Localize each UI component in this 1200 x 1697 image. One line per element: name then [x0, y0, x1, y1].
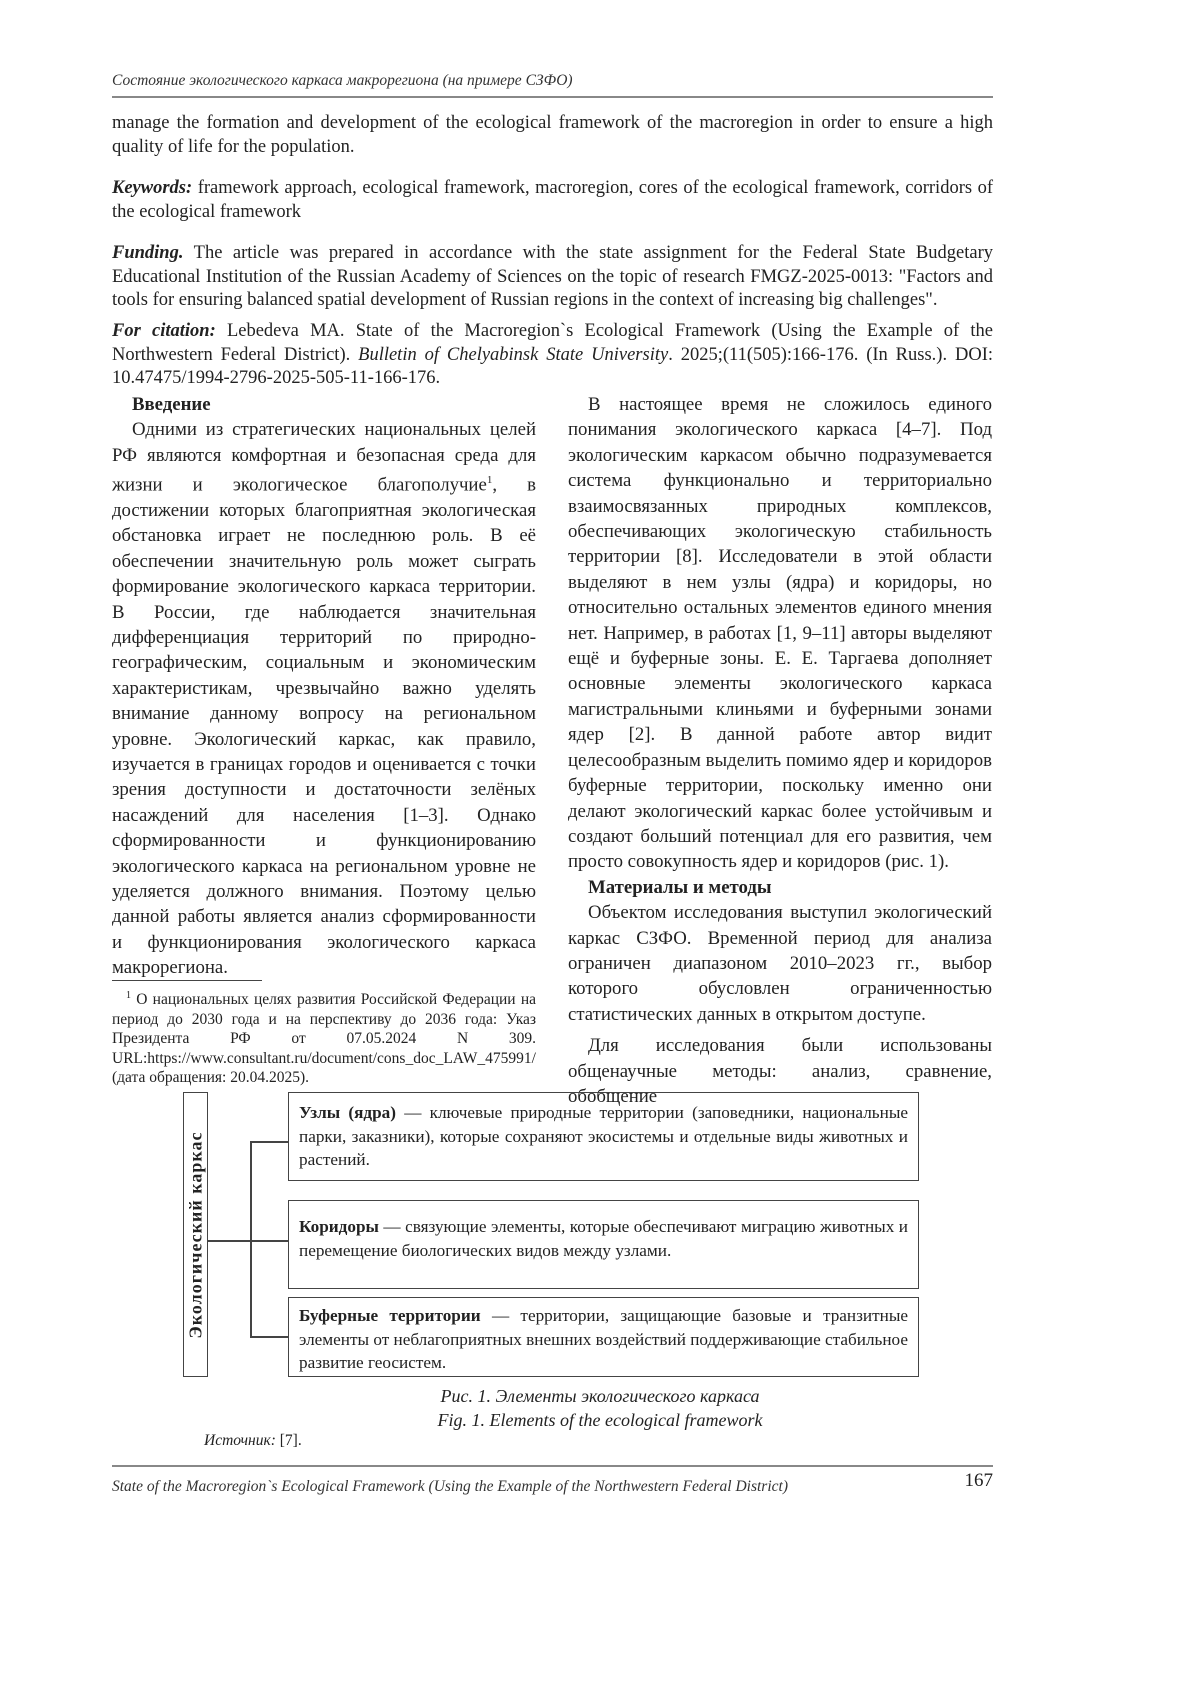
diagram-root-box: [183, 1092, 208, 1377]
connector: [250, 1336, 289, 1338]
page-number: 167: [964, 1470, 993, 1491]
running-header: Состояние экологического каркаса макрорегиона (на примере СЗФО): [112, 72, 573, 89]
definition: — связующие элементы, которые обеспечивают миграцию животных и перемещение биологических видов между узлами.: [299, 1217, 908, 1260]
definition: — территории, защищающие базовые и транзитные элементы от неблагоприятных внешних воздействий поддерживающие стабильное развитие геосистем.: [299, 1306, 909, 1372]
figure-caption-ru: Рис. 1. Элементы экологического каркаса: [440, 1386, 760, 1406]
footer-rule: [112, 1465, 993, 1467]
keywords-label: Keywords:: [112, 178, 193, 198]
abstract-tail: manage the formation and development of the ecological framework of the macroregion in order to ensure a high quality of life for the population.: [112, 113, 993, 157]
intro-text: Одними из стратегических национальных целей РФ являются комфортная и безопасная среда для жизни и экологическое благополучие: [112, 419, 536, 496]
connector: [207, 1240, 251, 1242]
right-column: [568, 392, 992, 1109]
section-heading-methods: Материалы и методы: [588, 876, 772, 898]
keywords-text: framework approach, ecological framework, macroregion, cores of the ecological framework, corridors of the ecological framework: [112, 178, 993, 222]
intro-paragraph: [112, 417, 536, 980]
connector: [250, 1141, 252, 1337]
footnote-text: О национальных целях развития Российской Федерации на период до 2030 года и на перспективу до 2036 года: Указ Президента РФ от 07.05.2024 N 309. URL:https://www.consultant.ru/document/cons_doc_LAW_475991/ (дата обращения: 20.04.2025).: [112, 991, 536, 1087]
definition: — ключевые природные территории (заповедники, национальные парки, заказники), которые сохраняют экосистемы и отдельные виды животных и растений.: [299, 1103, 908, 1169]
running-footer: State of the Macroregion`s Ecological Framework (Using the Example of the Northwestern Federal District): [112, 1478, 788, 1495]
footnote-ref: 1: [486, 474, 493, 487]
funding-text: The article was prepared in accordance with the state assignment for the Federal State Budgetary Educational Institution of the Russian Academy of Sciences on the topic of research FMGZ-2025-0013: "Factors and tools for ensuring balanced spatial development of Russian regions in the context of increasing big challenges".: [112, 243, 993, 310]
funding-label: Funding.: [112, 243, 184, 263]
diagram-box-corridors: [288, 1200, 919, 1289]
figure-source: [204, 1432, 302, 1450]
footnote-rule: [112, 980, 262, 981]
term: Коридоры: [299, 1217, 379, 1236]
left-column: [112, 392, 536, 981]
paragraph: Для исследования были использованы общенаучные методы: анализ, сравнение, обобщение: [568, 1035, 992, 1107]
paragraph: Объектом исследования выступил экологический каркас СЗФО. Временной период для анализа ограничен диапазоном 2010–2023 гг., выбор которого обусловлен ограниченностью статистических данных в открытом доступе.: [568, 902, 992, 1025]
footnote: [112, 986, 536, 1088]
funding: [112, 242, 993, 313]
citation-journal: Bulletin of Chelyabinsk State University: [358, 344, 669, 365]
term: Узлы (ядра): [299, 1103, 396, 1122]
figure-caption-en: Fig. 1. Elements of the ecological framework: [437, 1410, 763, 1430]
diagram-box-cores: [288, 1092, 919, 1181]
footnote-number: 1: [126, 990, 131, 1001]
term: Буферные территории: [299, 1306, 481, 1325]
diagram-root-label: Экологический каркас: [185, 1131, 205, 1338]
header-rule: [112, 96, 993, 98]
source-label: Источник:: [204, 1432, 276, 1449]
citation-text-2: . 2025;(11(505):166-176. (In Russ.). DOI: 10.47475/1994-2796-2025-505-11-166-176.: [112, 344, 993, 388]
connector: [250, 1240, 289, 1242]
citation: [112, 320, 993, 391]
citation-label: For citation:: [112, 321, 216, 341]
diagram-box-buffers: [288, 1297, 919, 1377]
connector: [250, 1141, 289, 1143]
section-heading-intro: Введение: [132, 394, 211, 415]
citation-text: Lebedeva MA. State of the Macroregion`s Ecological Framework (Using the Example of the Northwestern Federal District).: [112, 321, 993, 365]
intro-text-2: , в достижении которых благоприятная экологическая обстановка играет не последнюю роль. В её обеспечении значительную роль может сыграть формирование экологического каркаса территории. В России, где наблюдается значительная дифференциация территорий по природно-географическим, социальным и экономическим характеристикам, чрезвычайно важно уделять внимание данному вопросу на региональном уровне. Экологический каркас, как правило, изучается в границах городов и оценивается с точки зрения доступности и достаточности зелёных насаждений для населения [1–3]. Однако сформированности и функционированию экологического каркаса на региональном уровне не уделяется должного внимания. Поэтому целью данной работы является анализ сформированности и функционирования экологического каркаса макрорегиона.: [112, 474, 537, 979]
paragraph: В настоящее время не сложилось единого понимания экологического каркаса [4–7]. Под экологическим каркасом обычно подразумевается система функционально и территориально взаимосвязанных природных комплексов, обеспечивающих экологическую стабильность территории [8]. Исследователи в этой области выделяют в нем узлы (ядра) и коридоры, но относительно остальных элементов единого мнения нет. Например, в работах [1, 9–11] авторы выделяют ещё и буферные зоны. Е. Е. Таргаева дополняет основные элементы экологического каркаса магистральными клиньями и буферными зонами ядер [2]. В данной работе автор видит целесообразным выделить помимо ядер и коридоров буферные территории, поскольку именно они делают экологический каркас более устойчивым и создают больший потенциал для его развития, чем просто совокупность ядер и коридоров (рис. 1).: [568, 394, 992, 873]
source-ref: [7].: [275, 1432, 302, 1449]
keywords: [112, 177, 993, 224]
